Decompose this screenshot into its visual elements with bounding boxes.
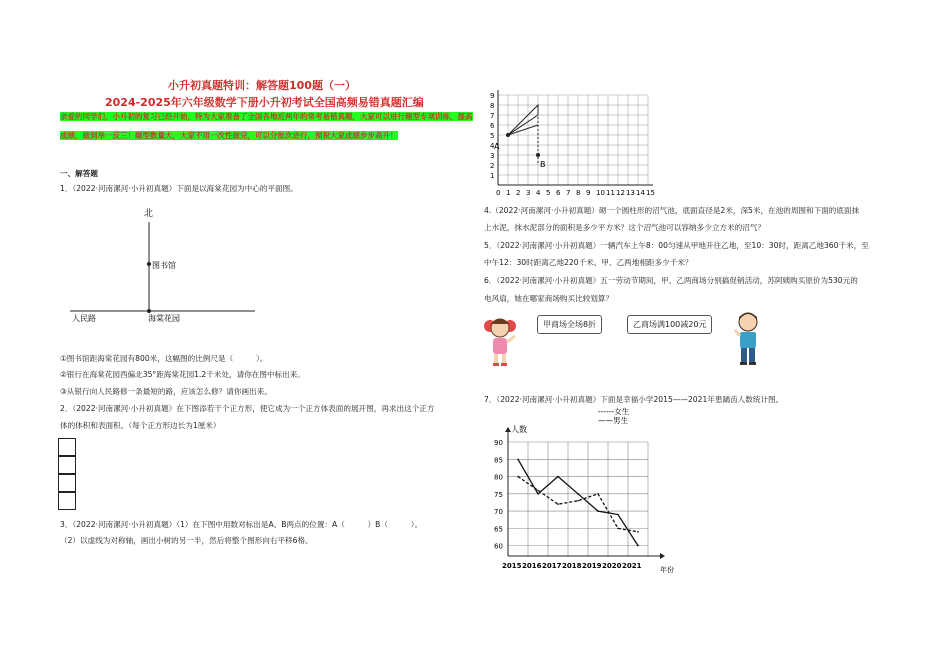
x-tick-label: 11 [606, 189, 615, 197]
point-a-dot [506, 133, 510, 137]
data-point [637, 531, 639, 533]
x-tick-label: 4 [536, 189, 541, 197]
y-tick-label: 65 [494, 525, 503, 534]
tree-half [508, 105, 538, 135]
point-b-dot [536, 153, 540, 157]
data-point [617, 514, 619, 516]
square [59, 493, 76, 510]
section-heading: 一、解答题 [60, 169, 98, 178]
q5-stem2: 中午12：30时距离乙地220千米。甲、乙两地相距多少千米？ [484, 258, 693, 267]
square [59, 457, 76, 474]
q2-squares [58, 438, 78, 514]
q1-sub1: ①图书馆距海棠花园有800米，这幅图的比例尺是（ ）。 [60, 354, 268, 363]
y-tick-label: 5 [490, 132, 495, 140]
q1-sub2: ②银行在海棠花园西偏北35°距海棠花园1.2千米处，请你在图中标出来。 [60, 370, 305, 379]
q3-grid [478, 78, 668, 196]
x-tick-label: 2021 [622, 562, 642, 570]
data-point [617, 528, 619, 530]
series-line-男生 [518, 459, 638, 545]
y-tick-label: 80 [494, 473, 503, 482]
data-point [537, 493, 539, 495]
series-line-女生 [518, 477, 638, 532]
legend-entry: ------女生 [598, 407, 630, 416]
x-tick-label: 8 [576, 189, 581, 197]
x-tick-label: 15 [646, 189, 655, 197]
data-point [557, 476, 559, 478]
y-tick-label: 85 [494, 456, 503, 465]
bubble-store-b: 乙商场满100减20元 [627, 315, 712, 334]
q7-chart [478, 407, 698, 588]
data-point [557, 503, 559, 505]
x-tick-label: 2015 [502, 562, 522, 570]
road-label: 人民路 [72, 314, 96, 323]
data-point [637, 545, 639, 547]
y-tick-label: 3 [490, 152, 495, 160]
x-axis-label: 年份 [660, 566, 674, 574]
data-point [517, 458, 519, 460]
x-tick-label: 10 [596, 189, 605, 197]
x-tick-label: 2 [516, 189, 521, 197]
data-point [577, 493, 579, 495]
square [59, 439, 76, 456]
x-tick-label: 6 [556, 189, 561, 197]
girl-illustration [482, 310, 518, 370]
square [59, 475, 76, 492]
data-point [577, 500, 579, 502]
x-tick-label: 13 [626, 189, 635, 197]
y-tick-label: 90 [494, 439, 503, 447]
q6-stem2: 电风扇，她在哪家商场购买比较划算？ [484, 294, 614, 303]
x-tick-label: 2016 [522, 562, 542, 570]
y-tick-label: 1 [490, 172, 495, 180]
y-tick-label: 7 [490, 112, 495, 120]
y-tick-label: 60 [494, 542, 503, 551]
point-a-label: A [494, 142, 500, 151]
legend-entry: ——男生 [598, 416, 628, 425]
y-tick-label: 70 [494, 508, 503, 517]
q7-stem: 7．（2022·河南漯河·小升初真题）下面是幸福小学2015——2021年患龋齿人数统计图。 [484, 395, 784, 404]
garden-point [147, 309, 151, 313]
data-point [597, 510, 599, 512]
q1-sub3: ③从银行向人民路修一条最短的路，应该怎么修？请你画出来。 [60, 387, 272, 396]
q1-stem: 1．（2022·河南漯河·小升初真题）下面是以海棠花园为中心的平面图。 [60, 184, 298, 193]
page-subtitle: 2024-2025年六年级数学下册小升初考试全国高频易错真题汇编 [105, 96, 424, 109]
y-axis-label: 人数 [511, 425, 527, 434]
q4-stem2: 上水泥，抹水泥部分的面积是多少平方米？这个沼气池可以容纳多少立方米的沼气？ [484, 223, 765, 232]
x-tick-label: 2019 [582, 562, 602, 570]
x-tick-label: 2017 [542, 562, 562, 570]
q3-stem2: （2）以虚线为对称轴，画出小树的另一半，然后将整个图形向右平移6格。 [60, 536, 313, 545]
intro-text: 亲爱的同学们，小升初的复习已经开始，特为大家准备了全国各地近两年的常考易错真题，大家可以进行题型专项训练，提高成绩，做到举一反三！题型数量大，大家不用一次性做完，可以分批次进行，预祝大家成绩步步高升！ [60, 112, 473, 140]
y-tick-label: 8 [490, 102, 495, 110]
bubble-store-a: 甲商场全场8折 [537, 315, 602, 334]
q4-stem: 4.（2022·河南漯河·小升初真题）砌一个圆柱形的沼气池，底面直径是2米，深5米，在池的周围和下面的底面抹 [484, 206, 860, 215]
data-point [517, 476, 519, 478]
library-point [147, 262, 151, 266]
x-tick-label: 14 [636, 189, 645, 197]
x-tick-label: 0 [496, 189, 501, 197]
q2-stem2: 体的体积和表面积。（每个正方形边长为1厘米） [60, 421, 221, 430]
data-point [597, 493, 599, 495]
x-tick-label: 2018 [562, 562, 582, 570]
data-point [537, 490, 539, 492]
q6-stem: 6．（2022·河南漯河·小升初真题）五一劳动节期间，甲、乙两商场分别搞促销活动，苏阿姨购买原价为530元的 [484, 276, 858, 285]
y-tick-label: 4 [490, 142, 495, 150]
x-tick-label: 7 [566, 189, 571, 197]
x-tick-label: 5 [546, 189, 551, 197]
x-axis-arrow [660, 553, 665, 559]
page-title: 小升初真题特训：解答题100题（一） [168, 79, 356, 92]
q5-stem: 5．（2022·河南漯河·小升初真题）一辆汽车上午8：00匀速从甲地开往乙地，至10：30时，距离乙地360千米，至 [484, 241, 869, 250]
y-tick-label: 9 [490, 92, 495, 100]
x-tick-label: 1 [506, 189, 511, 197]
boy-illustration [733, 308, 763, 370]
q3-stem: 3．（2022·河南漯河·小升初真题）（1）在下图中用数对标出是A、B两点的位置：A（ ）B（ ）。 [60, 520, 423, 529]
x-tick-label: 2020 [602, 562, 622, 570]
garden-label: 海棠花园 [148, 314, 180, 323]
y-tick-label: 75 [494, 490, 503, 499]
x-tick-label: 12 [616, 189, 625, 197]
q2-stem: 2．（2022·河南漯河·小升初真题）在下图添若干个正方形，使它成为一个正方体表面的展开图，再求出这个正方 [60, 404, 435, 413]
point-b-label: B [540, 160, 546, 169]
x-tick-label: 3 [526, 189, 531, 197]
x-tick-label: 9 [586, 189, 591, 197]
north-label: 北 [144, 209, 154, 219]
y-tick-label: 2 [490, 162, 495, 170]
y-tick-label: 6 [490, 122, 495, 130]
q1-map [60, 200, 260, 340]
library-label: 图书馆 [152, 261, 176, 270]
